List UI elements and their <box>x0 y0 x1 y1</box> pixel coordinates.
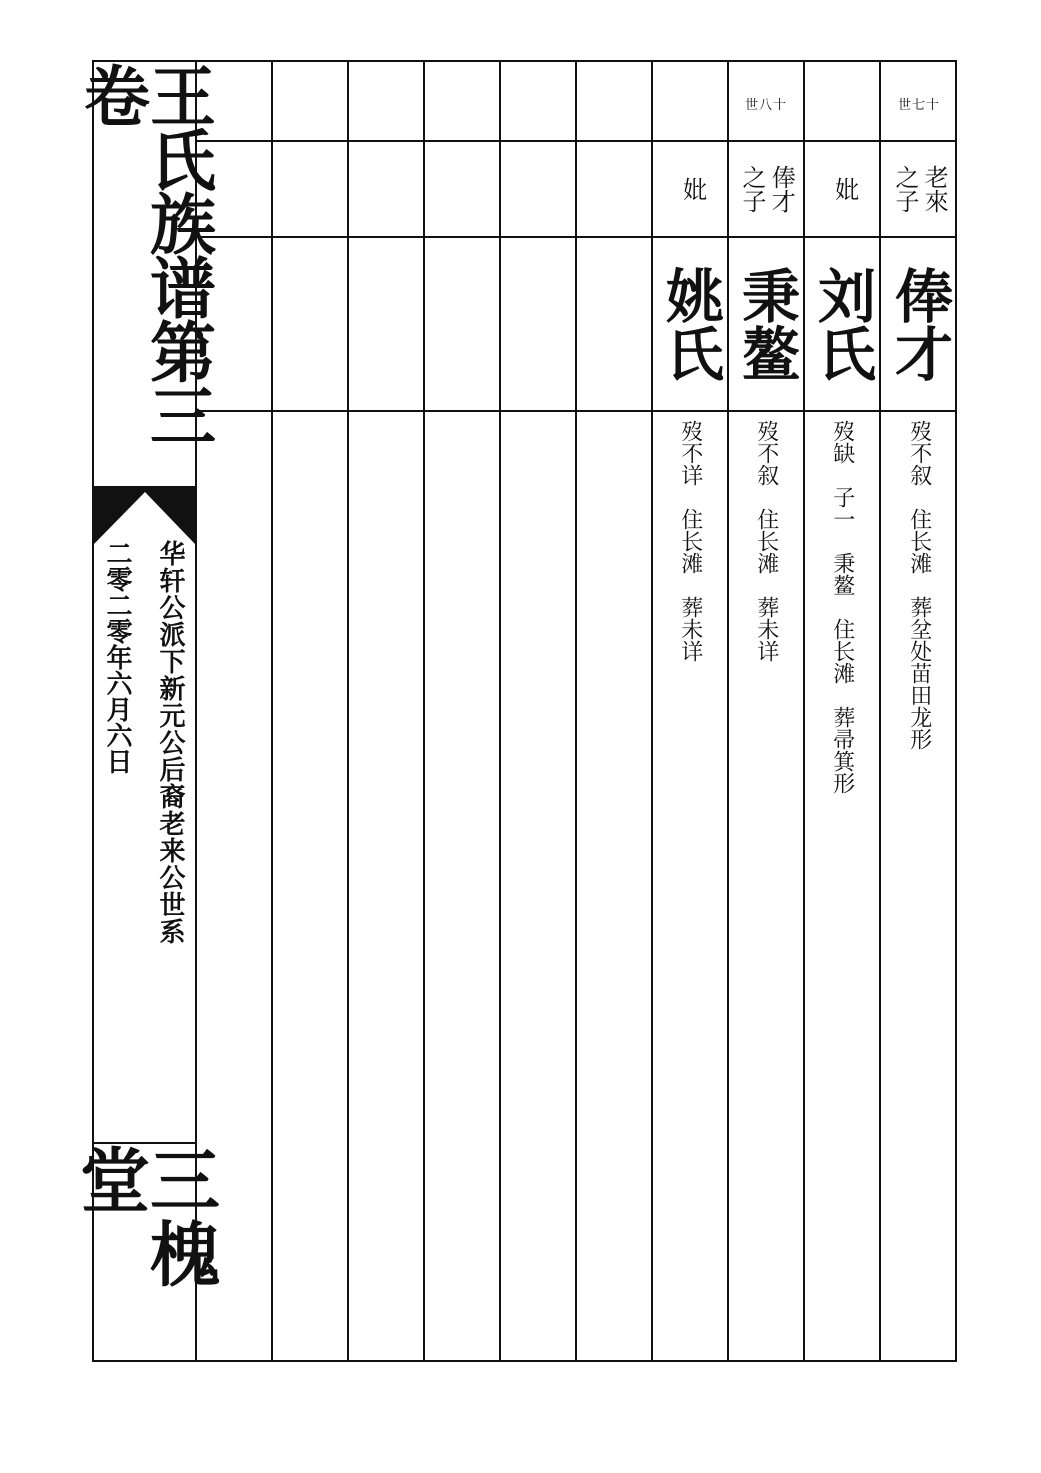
entry-column-1 <box>881 62 957 1360</box>
empty-column-10 <box>197 62 273 1360</box>
person-notes: 歿不叙 住长滩 葬未详 <box>753 420 779 662</box>
relation-line-1: 妣 <box>678 177 707 201</box>
person-name: 秉鳌 <box>732 266 800 382</box>
generation-label: 世八十 <box>744 98 787 113</box>
person-name: 姚氏 <box>656 266 724 382</box>
relation-label <box>653 142 727 236</box>
entry-columns <box>197 62 955 1360</box>
empty-column-5 <box>577 62 653 1360</box>
relation-label <box>729 142 803 236</box>
date-label: 二零二零年六月六日 <box>102 540 132 774</box>
book-title: 王氏族谱第三卷 <box>72 62 217 446</box>
relation-line-1: 俸才 <box>767 165 796 213</box>
relation-label <box>805 142 879 236</box>
relation-line-1: 妣 <box>830 177 859 201</box>
row-divider-name <box>197 410 955 412</box>
hall-box <box>68 1142 222 1362</box>
hall-name: 三槐堂 <box>68 1144 222 1292</box>
row-divider-generation <box>197 140 955 142</box>
book-title-box <box>72 62 217 488</box>
person-notes: 歿缺 子一 秉鳌 住长滩 葬帚箕形 <box>829 420 855 794</box>
entry-column-3 <box>729 62 805 1360</box>
lineage-label: 华轩公派下新元公后裔老来公世系 <box>155 540 185 945</box>
relation-label <box>881 142 957 236</box>
empty-column-7 <box>425 62 501 1360</box>
empty-column-8 <box>349 62 425 1360</box>
person-notes: 歿不详 住长滩 葬未详 <box>677 420 703 662</box>
row-divider-relation <box>197 236 955 238</box>
sidebar <box>68 62 222 1360</box>
person-name: 刘氏 <box>808 266 876 382</box>
genealogy-page <box>68 60 957 1362</box>
entry-column-2 <box>805 62 881 1360</box>
relation-line-2: 之子 <box>738 165 766 213</box>
empty-column-9 <box>273 62 349 1360</box>
entry-column-4 <box>653 62 729 1360</box>
tab-marker <box>94 488 195 544</box>
relation-line-1: 老來 <box>920 165 949 213</box>
person-notes: 歿不叙 住长滩 葬坌处苗田龙形 <box>906 420 932 750</box>
person-name: 俸才 <box>885 266 953 382</box>
generation-label: 世七十 <box>897 98 940 113</box>
empty-column-6 <box>501 62 577 1360</box>
relation-line-2: 之子 <box>891 165 919 213</box>
